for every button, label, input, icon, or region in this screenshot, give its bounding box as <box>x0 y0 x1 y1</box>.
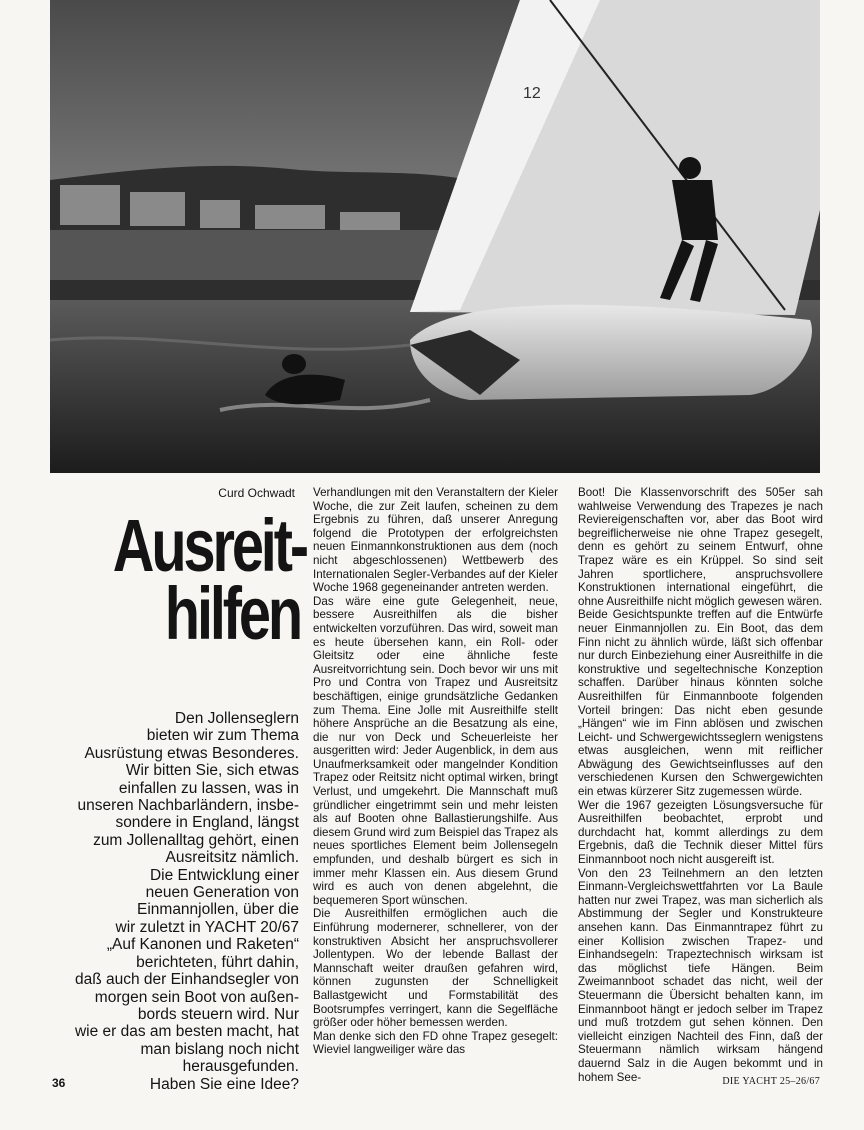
paragraph: Man denke sich den FD ohne Trapez gesegelt: Wieviel langweiliger wäre das <box>313 1029 558 1057</box>
paragraph: Wer die 1967 gezeigten Lösungsversuche für Ausreithilfen beobachtet, erprobt und durchdacht hat, kommt allerdings zu dem Ergebnis, daß die Technik dieser Mittel fürs Einmannboot noch nicht ausgereift ist. <box>578 798 823 867</box>
headline-line: hilfen <box>164 572 300 655</box>
intro-line: zum Jollenalltag gehört, einen <box>93 831 299 849</box>
body-column-2 <box>313 486 558 1057</box>
intro-line: Den Jollenseglern <box>174 710 299 727</box>
sailing-dinghy-photo-icon <box>50 0 820 473</box>
headline <box>112 504 306 655</box>
intro-line: Ausrüstung etwas Besonderes. <box>84 744 299 762</box>
magazine-issue: DIE YACHT 25–26/67 <box>722 1076 820 1087</box>
paragraph: Von den 23 Teilnehmern an den letzten Einmann-Vergleichswettfahrten vor La Baule hatten nur zwei Trapez, was man sicherlich als Abstimmung der Segler und Konstrukteure ansehen kann. Das Einmanntrapez führt zu einer Kollision zwischen Trapez- und Einhandsegeln: Trapeztechnisch wirksam ist das möglichst tiefe Hängen. Beim Zweimannboot schadet das nicht, weil der Steuermann die Übersicht behalten kann, im Einmannboot hängt er jedoch selber im Trapez und muß trotzdem gut sehen können. Den vielleicht einzigen Nachteil des Finn, daß der Steuermann nämlich wirksam hängend dauernd Salz in die Augen bekommt und in hohem See- <box>578 866 823 1084</box>
intro-line: neuen Generation von <box>145 884 299 902</box>
headline-line: Ausreit- <box>112 504 306 587</box>
intro-line: Die Entwicklung einer <box>149 866 299 884</box>
intro-line: Haben Sie eine Idee? <box>149 1075 299 1093</box>
intro-line: man bislang noch nicht <box>140 1040 299 1058</box>
paragraph: Die Ausreithilfen ermöglichen auch die Einführung modernerer, schnellerer, von der konstruktiven Absicht her anspruchsvollerer Jollentypen. Wo der lebende Ballast der Mannschaft weiter draußen gefahren wird, können zugunsten der Schnelligkeit Ballastgewicht und Formstabilität des Bootsrumpfes verringert, kann die Segelfläche größer oder höher bemessen werden. <box>313 907 558 1030</box>
body-column-3 <box>578 486 823 1084</box>
intro-line: bieten wir zum Thema <box>146 727 299 745</box>
sail-number: 12 <box>523 85 541 102</box>
intro-line: unseren Nachbarländern, insbe- <box>77 797 299 815</box>
page-number: 36 <box>52 1076 66 1090</box>
intro-line: morgen sein Boot von außen- <box>94 988 299 1006</box>
article-photo <box>50 0 820 473</box>
intro-line: Ausreitsitz nämlich. <box>165 849 299 867</box>
intro-line: wie er das am besten macht, hat <box>74 1023 299 1041</box>
intro-line: Wir bitten Sie, sich etwas <box>125 762 299 780</box>
paragraph: Das wäre eine gute Gelegenheit, neue, bessere Ausreithilfen als die bisher entwickelten vorzuführen. Das wird, soweit man es heute übersehen kann, ein Roll- oder Gleitsitz oder eine ähnliche feste Ausreitvorrichtung sein. Doch bevor wir uns mit Pro und Contra von Trapez und Ausreitsitz beschäftigen, einige grundsätzliche Gedanken zum Thema. Eine Jolle mit Ausreithilfe stellt höhere Ansprüche an die Besatzung als eine, die nur von Deck und Scheuerleiste her ausgeritten wird: Jeder Augenblick, in dem aus Unaufmerksamkeit oder mangelnder Kondition Trapez oder Reitsitz nicht optimal wirken, bringt Verlust, und umgekehrt. Die Mannschaft muß gründlicher eingetrimmt sein und mehr leisten als auf Booten ohne Ballastierungshilfe. Aus diesem Grund wird zum Beispiel das Trapez als neues sportliches Element beim Jollensegeln empfunden, und deshalb bürgert es sich in immer mehr Klassen ein. Aus diesem Grund wird es auch von denen abgelehnt, die bequemeren Sport wünschen. <box>313 594 558 907</box>
intro-line: daß auch der Einhandsegler von <box>74 971 299 989</box>
paragraph: Verhandlungen mit den Veranstaltern der Kieler Woche, die zur Zeit laufen, scheinen zu dem Ergebnis zu führen, daß unserer Anregung folgend die Prototypen der erfolgreichsten neuen Einmannkonstruktionen aus dem (noch nicht abgeschlossenen) Wettbewerb des Internationalen Segler-Verbandes auf der Kieler Woche 1968 gegeneinander antreten werden. <box>313 486 558 595</box>
intro-line: einfallen zu lassen, was in <box>118 779 299 797</box>
intro-text <box>44 710 299 1093</box>
paragraph: Boot! Die Klassenvorschrift des 505er sah wahlweise Verwendung des Trapezes je nach Reviereigenschaften vor, aber das Boot wird begreiflicherweise nie ohne Trapez gesegelt, denn es gehört zu seinem Entwurf, ohne Trapez wäre es ein Krüppel. So sind seit Jahren sportlichere, anspruchsvollere Konstruktionen international eingeführt, die ohne Ausreithilfe nicht möglich gewesen wären. <box>578 486 823 608</box>
intro-line: „Auf Kanonen und Raketen“ <box>106 936 299 954</box>
intro-line: bords steuern wird. Nur <box>137 1005 299 1023</box>
intro-line: sondere in England, längst <box>115 814 299 832</box>
intro-line: berichteten, führt dahin, <box>136 953 299 971</box>
paragraph: Beide Gesichtspunkte treffen auf die Entwürfe neuer Einmannjollen zu. Ein Boot, das dem Finn nicht zu ähnlich würde, läßt sich offenbar nur durch Einbeziehung einer Ausreithilfe in die konstruktive und segeltechnische Konzeption schaffen. Darüber hinaus könnten solche Ausreithilfen für Einmannboote folgenden Vorteil bringen: Das nicht eben gesunde „Hängen“ wie im Finn ablösen und zwischen Leicht- und Schwergewichtsseglern wenigstens etwas ausgleichen, wenn mit reiflicher Abwägung des Gewichtseinflusses auf den verschiedenen Kursen den Schwergewichten ein etwas kürzerer Sitz zugemessen würde. <box>578 608 823 799</box>
intro-line: Einmannjollen, über die <box>137 901 299 919</box>
intro-line: herausgefunden. <box>182 1058 299 1076</box>
intro-line: wir zuletzt in YACHT 20/67 <box>115 918 299 936</box>
author-byline: Curd Ochwadt <box>218 486 295 500</box>
